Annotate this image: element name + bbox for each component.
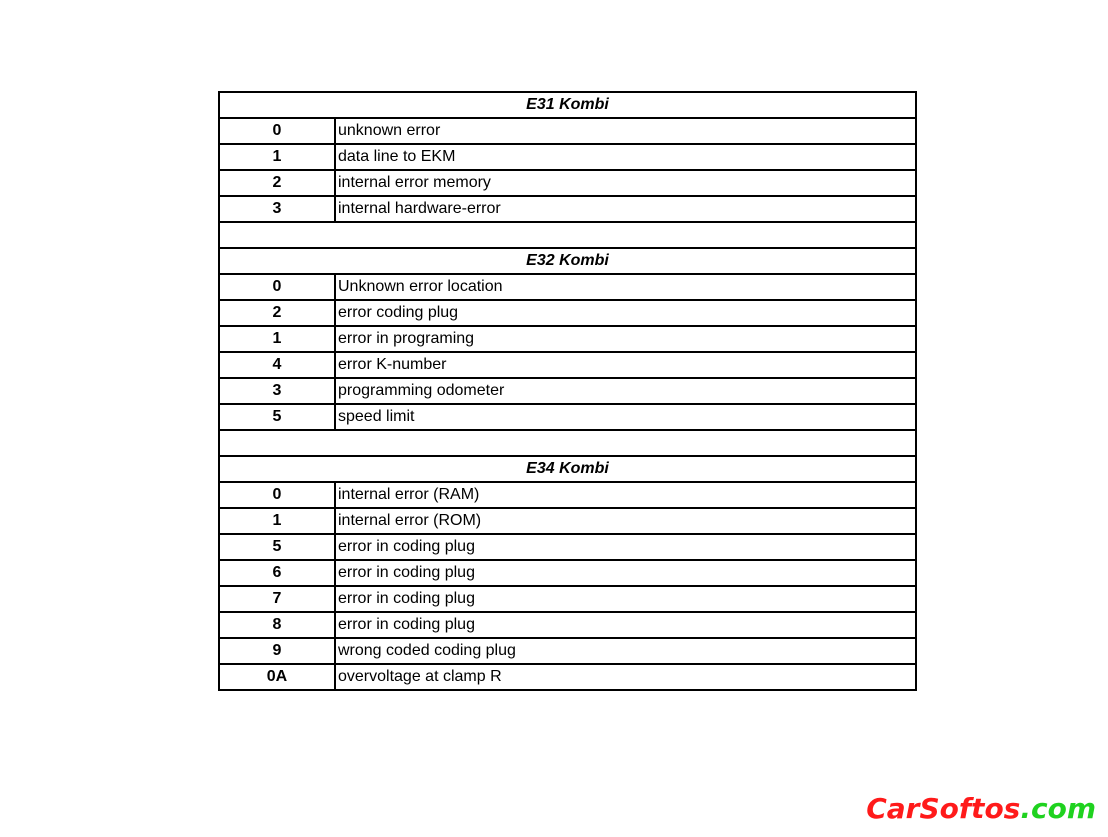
- table-row: [219, 404, 916, 430]
- error-description: internal hardware-error: [335, 196, 916, 222]
- error-code: 0: [219, 482, 335, 508]
- table-row: [219, 118, 916, 144]
- watermark-brand: CarSoftos: [866, 792, 1021, 825]
- error-description: error in coding plug: [335, 534, 916, 560]
- spacer-cell: [219, 222, 916, 248]
- error-description: unknown error: [335, 118, 916, 144]
- table-row: [219, 560, 916, 586]
- table-row: [219, 612, 916, 638]
- error-code: 5: [219, 534, 335, 560]
- error-code: 0: [219, 118, 335, 144]
- error-description: data line to EKM: [335, 144, 916, 170]
- table-row: [219, 378, 916, 404]
- error-code: 0: [219, 274, 335, 300]
- table-row: [219, 534, 916, 560]
- error-description: overvoltage at clamp R: [335, 664, 916, 690]
- section-title: E34 Kombi: [219, 456, 916, 482]
- error-description: speed limit: [335, 404, 916, 430]
- watermark-domain: .com: [1020, 792, 1096, 825]
- error-code: 3: [219, 378, 335, 404]
- error-description: error coding plug: [335, 300, 916, 326]
- error-code: 9: [219, 638, 335, 664]
- error-description: internal error (ROM): [335, 508, 916, 534]
- error-description: error in coding plug: [335, 612, 916, 638]
- table-row: [219, 144, 916, 170]
- error-description: wrong coded coding plug: [335, 638, 916, 664]
- table-row: [219, 508, 916, 534]
- table-row: [219, 638, 916, 664]
- error-description: internal error memory: [335, 170, 916, 196]
- error-code: 5: [219, 404, 335, 430]
- error-code: 4: [219, 352, 335, 378]
- error-description: error in coding plug: [335, 586, 916, 612]
- error-description: error in programing: [335, 326, 916, 352]
- section-title: E32 Kombi: [219, 248, 916, 274]
- table-row: [219, 326, 916, 352]
- error-code: 2: [219, 300, 335, 326]
- error-code: 1: [219, 144, 335, 170]
- table-row: [219, 482, 916, 508]
- table-row: [219, 586, 916, 612]
- table-row: [219, 274, 916, 300]
- error-code-table: [218, 91, 917, 691]
- error-code: 2: [219, 170, 335, 196]
- error-description: programming odometer: [335, 378, 916, 404]
- error-code: 3: [219, 196, 335, 222]
- section-title: E31 Kombi: [219, 92, 916, 118]
- spacer-row: [219, 222, 916, 248]
- error-description: error K-number: [335, 352, 916, 378]
- table-row: [219, 170, 916, 196]
- error-description: internal error (RAM): [335, 482, 916, 508]
- section-header-row: [219, 248, 916, 274]
- error-code: 7: [219, 586, 335, 612]
- error-code: 6: [219, 560, 335, 586]
- table-row: [219, 196, 916, 222]
- error-code: 0A: [219, 664, 335, 690]
- table-row: [219, 352, 916, 378]
- spacer-row: [219, 430, 916, 456]
- watermark-logo: [866, 792, 1096, 825]
- error-description: error in coding plug: [335, 560, 916, 586]
- table-row: [219, 300, 916, 326]
- section-header-row: [219, 456, 916, 482]
- error-description: Unknown error location: [335, 274, 916, 300]
- error-code: 8: [219, 612, 335, 638]
- error-code: 1: [219, 508, 335, 534]
- spacer-cell: [219, 430, 916, 456]
- table-row: [219, 664, 916, 690]
- section-header-row: [219, 92, 916, 118]
- error-code: 1: [219, 326, 335, 352]
